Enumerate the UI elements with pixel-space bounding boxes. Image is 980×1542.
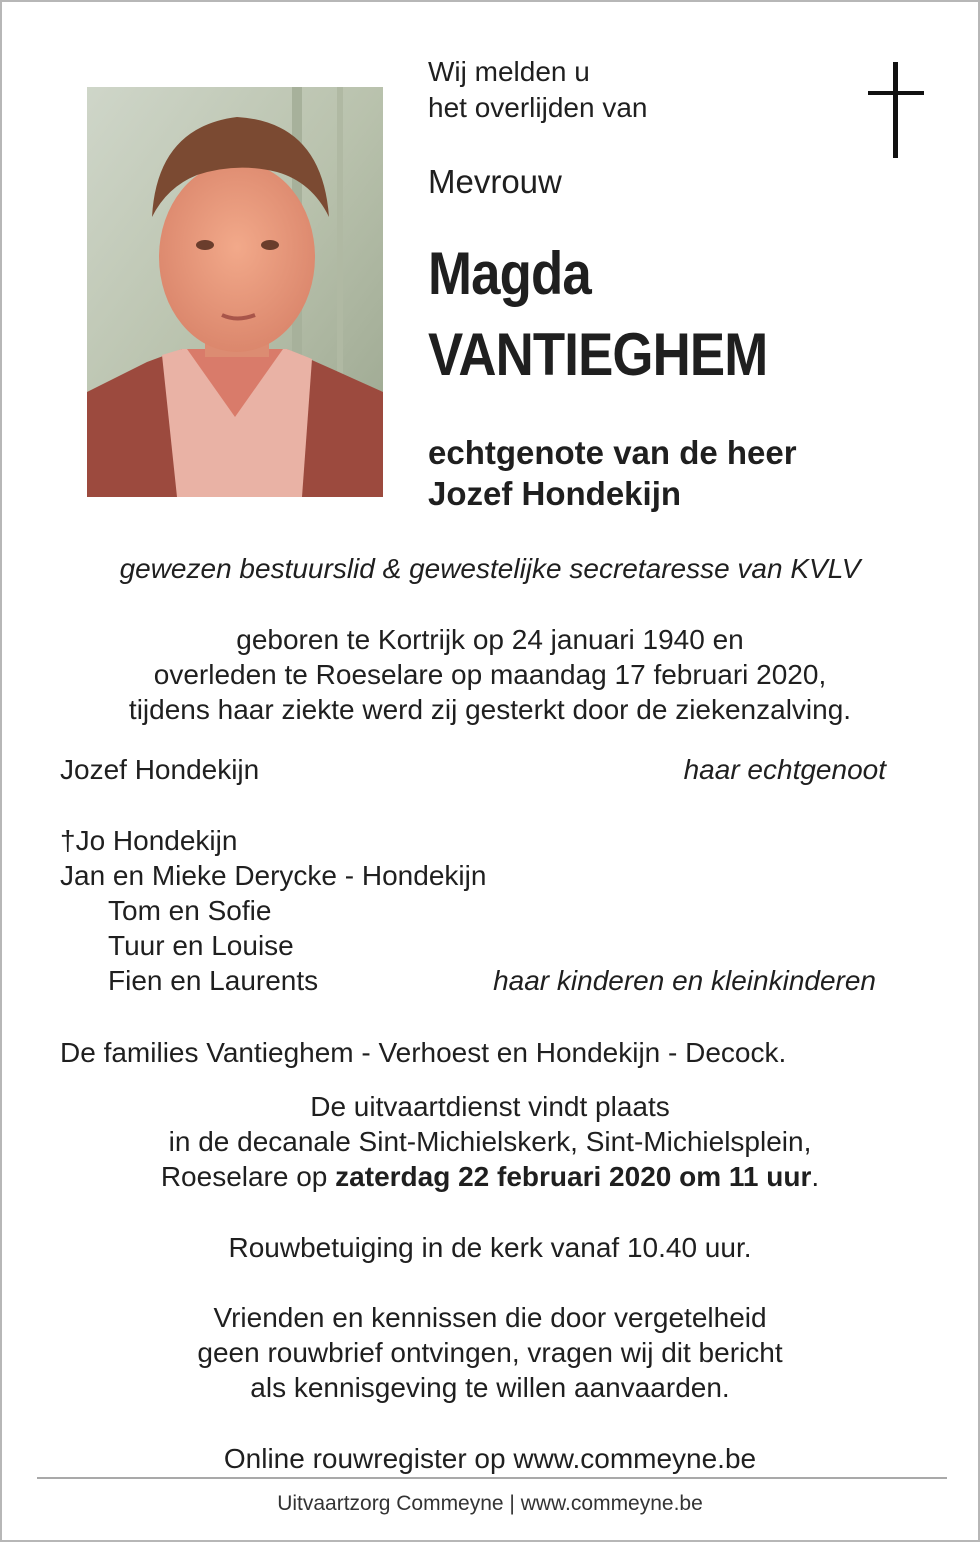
biography-line-2: overleden te Roeselare op maandag 17 februari 2020,	[153, 659, 827, 690]
intro-text	[428, 54, 647, 126]
latin-cross-icon	[864, 62, 928, 162]
spouse-line-2: Jozef Hondekijn	[428, 475, 682, 512]
service-line-1: De uitvaartdienst vindt plaats	[310, 1091, 670, 1122]
service-line-3-prefix: Roeselare op	[160, 1161, 336, 1192]
service-line-2: in de decanale Sint-Michielskerk, Sint-Michielsplein,	[168, 1126, 812, 1157]
families-line: De families Vantieghem - Verhoest en Hondekijn - Decock.	[60, 1037, 787, 1068]
mourner-spouse-name: Jozef Hondekijn	[60, 754, 260, 785]
intro-line-2: het overlijden van	[428, 92, 648, 123]
deceased-role: gewezen bestuurslid & gewestelijke secretaresse van KVLV	[119, 553, 861, 584]
condolence-line: Rouwbetuiging in de kerk vanaf 10.40 uur.	[228, 1232, 752, 1263]
biography-line-3: tijdens haar ziekte werd zij gesterkt door de ziekenzalving.	[128, 694, 852, 725]
footer-text: Uitvaartzorg Commeyne | www.commeyne.be	[277, 1492, 703, 1515]
intro-line-1: Wij melden u	[428, 56, 590, 87]
spouse-block	[428, 432, 797, 514]
notice-line-3: als kennisgeving te willen aanvaarden.	[250, 1372, 730, 1403]
mourner-spouse-relation: haar echtgenoot	[683, 754, 886, 785]
service-date-time: zaterdag 22 februari 2020 om 11 uur	[335, 1161, 812, 1192]
deceased-title: Mevrouw	[428, 163, 562, 200]
mourner-grandchild: Tuur en Louise	[108, 930, 294, 961]
notice-line-2: geen rouwbrief ontvingen, vragen wij dit bericht	[197, 1337, 783, 1368]
online-register-line: Online rouwregister op www.commeyne.be	[223, 1443, 757, 1474]
biography-line-1: geboren te Kortrijk op 24 januari 1940 en	[236, 624, 744, 655]
notice-line-1: Vrienden en kennissen die door vergetelheid	[213, 1302, 767, 1333]
mourner-children-relation: haar kinderen en kleinkinderen	[493, 965, 876, 996]
portrait-photo	[87, 87, 383, 497]
deceased-last-name: VANTIEGHEM	[428, 321, 768, 388]
mourner-child: †Jo Hondekijn	[60, 825, 238, 856]
deceased-first-name: Magda	[428, 240, 591, 307]
spouse-line-1: echtgenote van de heer	[428, 434, 797, 471]
footer-divider	[37, 1477, 947, 1479]
mourner-grandchild: Tom en Sofie	[108, 895, 272, 926]
mourner-child: Jan en Mieke Derycke - Hondekijn	[60, 860, 487, 891]
service-line-3	[2, 1159, 978, 1194]
service-line-3-suffix: .	[811, 1161, 820, 1192]
mourner-grandchild: Fien en Laurents	[108, 965, 319, 996]
